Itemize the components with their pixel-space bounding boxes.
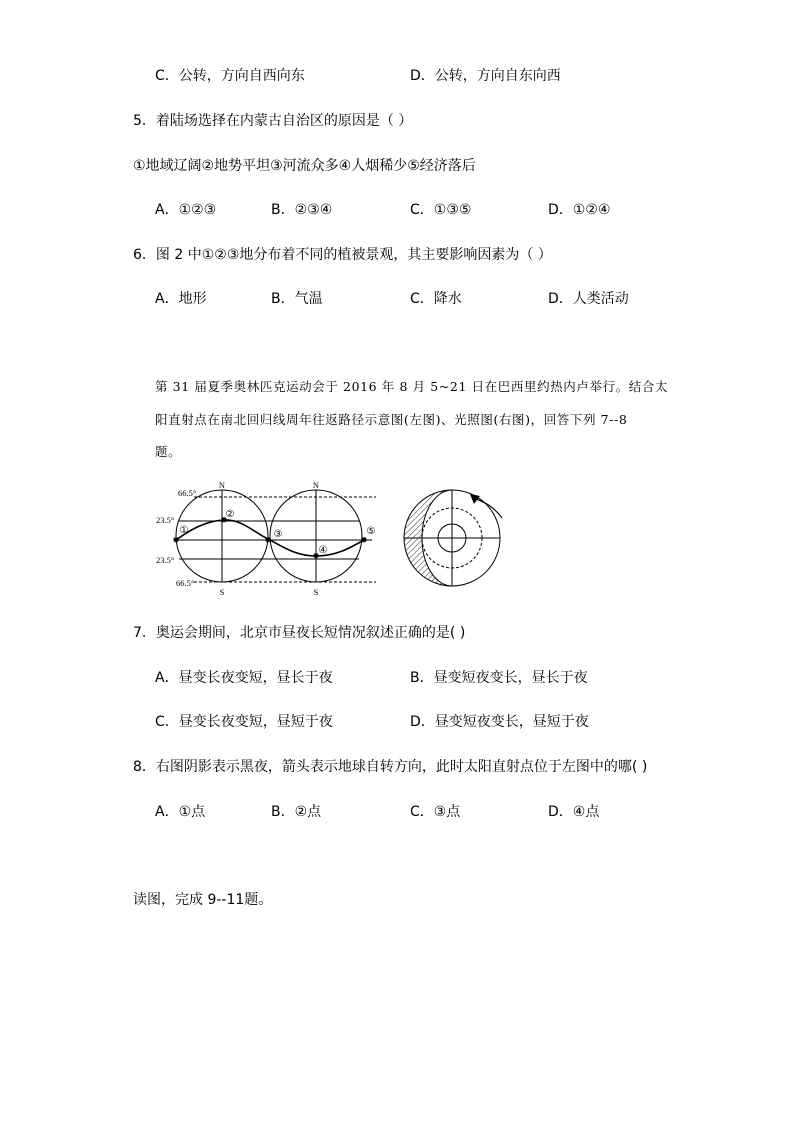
q6-option-c: C．降水 <box>410 291 462 307</box>
passage-line-2: 阳直射点在南北回归线周年往返路径示意图(左图)、光照图(右图)，回答下列 7--8 <box>155 412 628 427</box>
q4-option-c: C．公转，方向自西向东 <box>155 68 305 84</box>
sun-markers <box>172 515 368 561</box>
label-23-5-north: 23.5° <box>156 515 175 525</box>
label-66-5-south: 66.5° <box>176 578 195 588</box>
point-label-3: ③ <box>273 529 283 540</box>
point-label-5: ⑤ <box>366 526 376 537</box>
q6-option-a: A．地形 <box>155 291 207 307</box>
label-south-2: S <box>313 587 319 597</box>
q8-stem: 8．右图阴影表示黑夜，箭头表示地球自转方向，此时太阳直射点位于左图中的哪( ) <box>133 759 648 775</box>
q6-option-d: D．人类活动 <box>548 291 629 307</box>
q7-option-b: B．昼变短夜变长，昼长于夜 <box>410 670 588 686</box>
q5-option-d: D．①②④ <box>548 202 611 218</box>
q8-option-c: C．③点 <box>410 804 461 820</box>
sun-marker-3: ✹ <box>264 535 272 545</box>
label-north-2: N <box>312 480 320 490</box>
q8-option-d: D．④点 <box>548 804 600 820</box>
illumination-diagram <box>404 490 502 586</box>
q5-stem: 5．着陆场选择在内蒙古自治区的原因是（ ） <box>133 113 413 129</box>
q7-stem: 7．奥运会期间，北京市昼夜长短情况叙述正确的是( ) <box>133 625 466 641</box>
passage-line-1: 第 31 届夏季奥林匹克运动会于 2016 年 8 月 5~21 日在巴西里约热内卢举行。结合太 <box>155 379 669 394</box>
sun-marker-5: ✹ <box>360 535 368 545</box>
rotation-arc <box>472 498 502 518</box>
passage-line-3: 题。 <box>155 444 182 459</box>
q8-option-b: B．②点 <box>271 804 322 820</box>
q5-option-b: B．②③④ <box>271 202 333 218</box>
sun-marker-4: ✹ <box>312 551 320 561</box>
point-label-2: ② <box>225 509 235 520</box>
q7-option-c: C．昼变长夜变短，昼短于夜 <box>155 714 333 730</box>
q4-option-d: D．公转，方向自东向西 <box>410 68 561 84</box>
next-section-prompt: 读图，完成 9--11题。 <box>133 892 273 908</box>
label-north-1: N <box>218 480 226 490</box>
rotation-arrow-icon <box>470 494 480 504</box>
point-label-4: ④ <box>318 545 328 556</box>
q6-stem: 6．图 2 中①②③地分布着不同的植被景观，其主要影响因素为（ ） <box>133 247 552 263</box>
label-23-5-south: 23.5° <box>156 555 175 565</box>
q6-option-b: B．气温 <box>271 291 323 307</box>
q5-option-a: A．①②③ <box>155 202 217 218</box>
sun-marker-2: ✹ <box>220 515 228 525</box>
q7-option-a: A．昼变长夜变短，昼长于夜 <box>155 670 333 686</box>
label-66-5-north: 66.5° <box>178 488 197 498</box>
q5-factors: ①地域辽阔②地势平坦③河流众多④人烟稀少⑤经济落后 <box>133 158 476 174</box>
point-label-1: ① <box>179 525 189 536</box>
q5-option-c: C．①③⑤ <box>410 202 472 218</box>
sun-marker-1: ✹ <box>172 535 180 545</box>
q7-option-d: D．昼变短夜变长，昼短于夜 <box>410 714 589 730</box>
label-south-1: S <box>219 587 225 597</box>
q8-option-a: A．①点 <box>155 804 206 820</box>
figure-sun-path-and-illumination <box>150 478 510 604</box>
